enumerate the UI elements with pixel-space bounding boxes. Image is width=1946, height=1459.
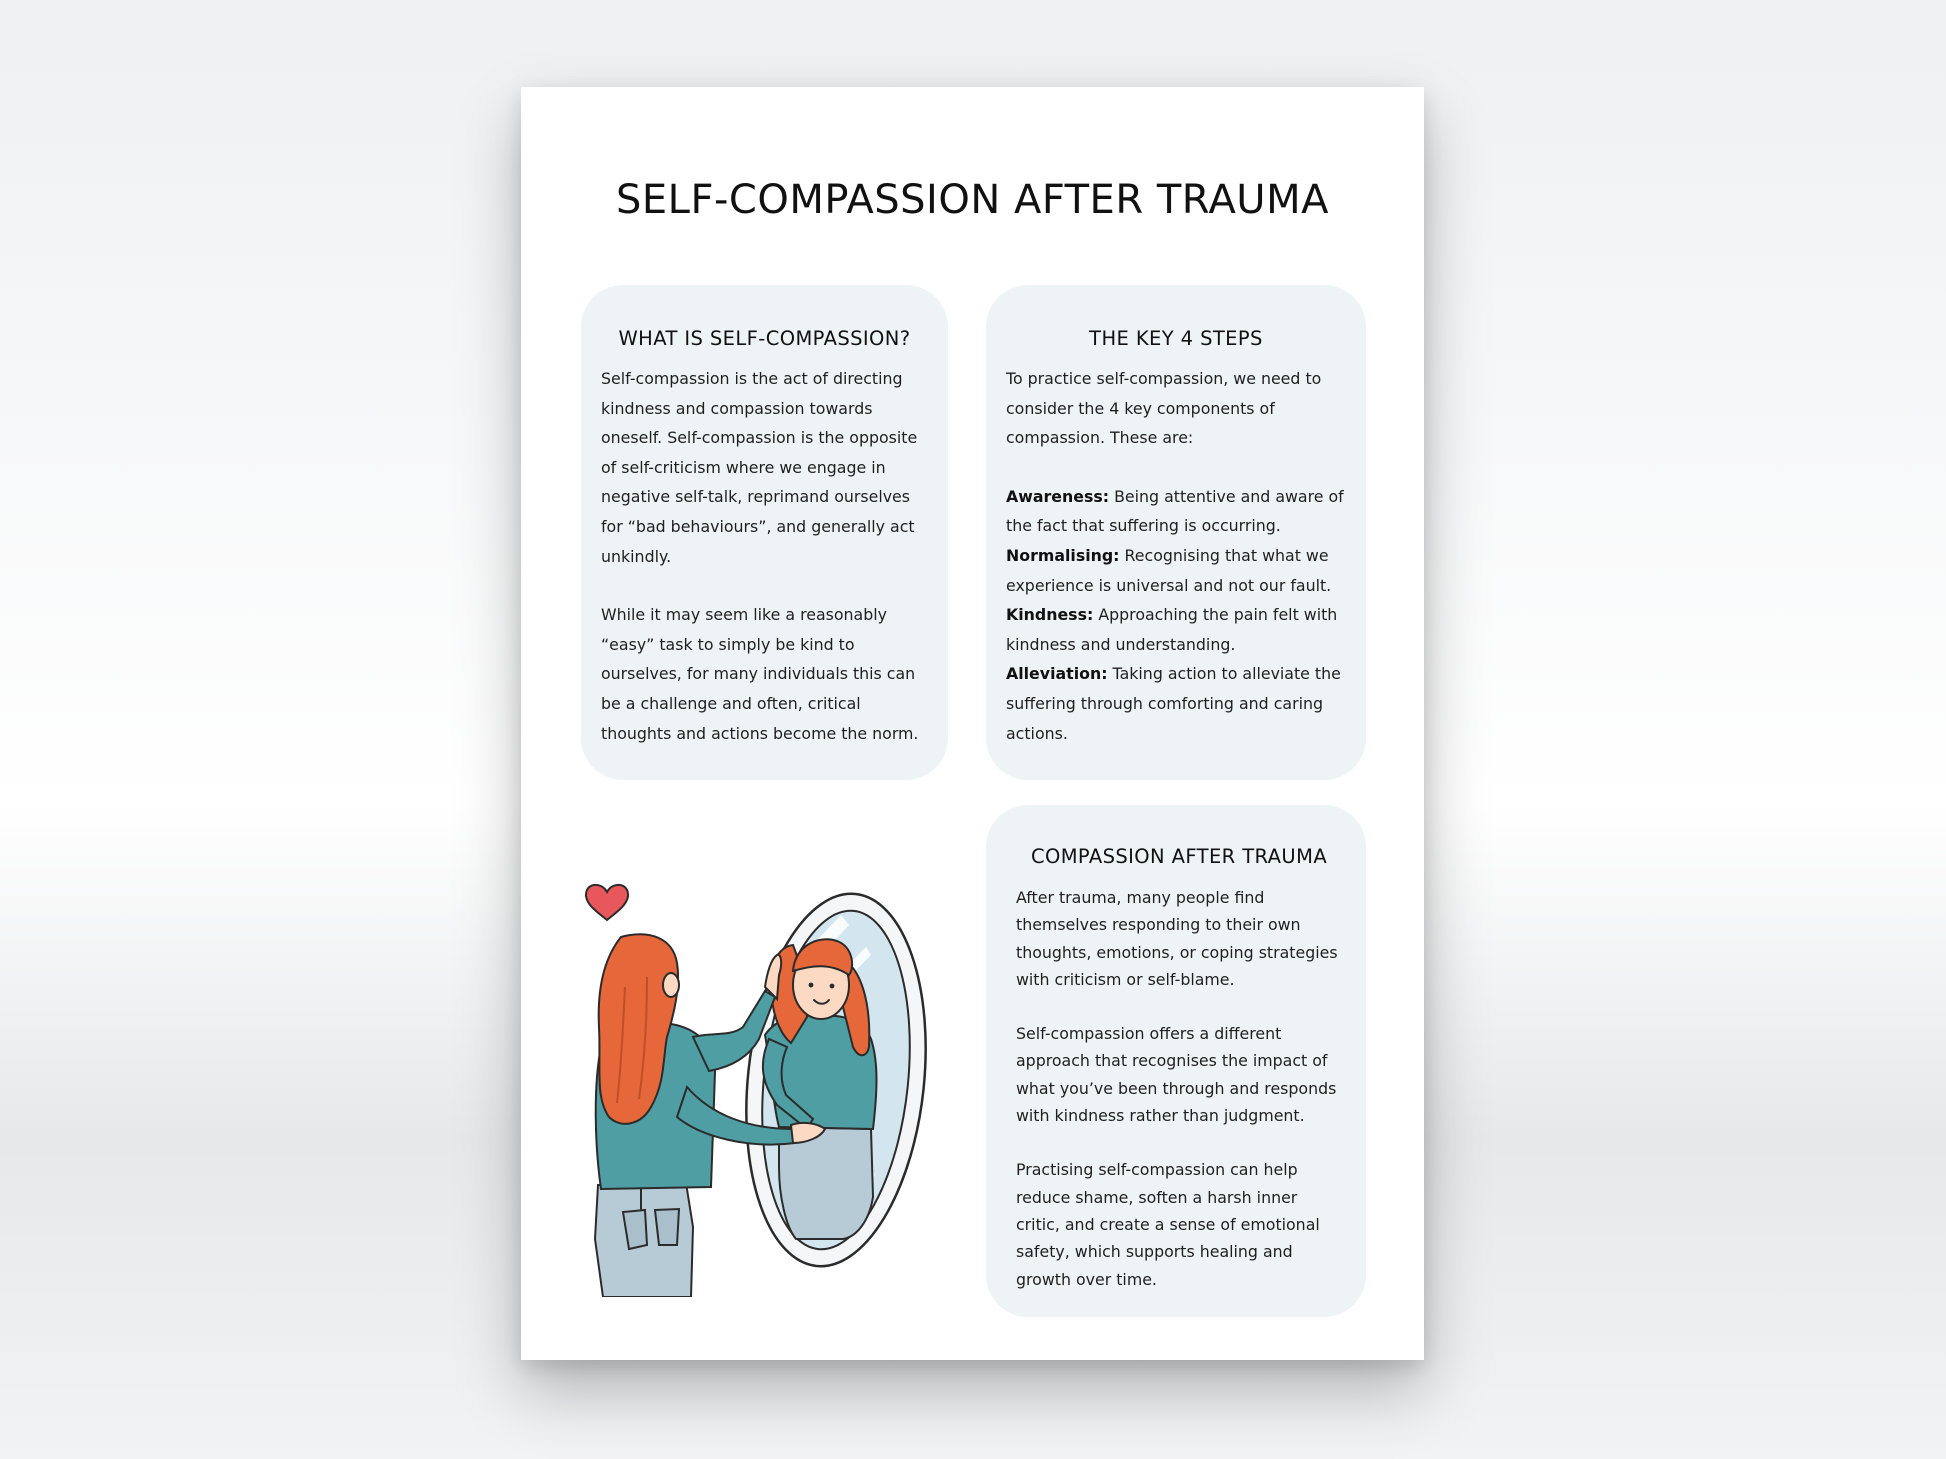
card-paragraph: Self-compassion is the act of directing kindness and compassion towards oneself. Self-compassion is the opposite of self-criticism where we engage in negative self-talk, reprimand ourselves for “bad behaviours”, and generally act unkindly. [601,369,918,566]
mirror-reflection [763,939,877,1239]
compassion-after-trauma-card [986,805,1366,1317]
worksheet-page [521,87,1424,1360]
card-paragraph: After trauma, many people find themselves responding to their own thoughts, emotions, or coping strategies with criticism or self-blame. [1016,888,1338,989]
card-paragraph: While it may seem like a reasonably “easy” task to simply be kind to ourselves, for many individuals this can be a challenge and often, critical thoughts and actions become the norm. [601,605,919,743]
woman-at-mirror-illustration [581,867,981,1297]
card-paragraph: To practice self-compassion, we need to consider the 4 key components of compassion. These are: [1006,369,1322,448]
page-title: SELF-COMPASSION AFTER TRAUMA [616,177,1329,223]
what-is-self-compassion-card [581,285,948,780]
step-alleviation: Alleviation: Taking action to alleviate the suffering through comforting and caring actions. [1006,664,1341,743]
card-paragraph: Self-compassion offers a different approach that recognises the impact of what you’ve been through and responds with kindness rather than judgment. [1016,1024,1337,1126]
card-heading: THE KEY 4 STEPS [1089,327,1263,350]
step-awareness: Awareness: Being attentive and aware of the fact that suffering is occurring. [1006,486,1344,536]
card-paragraph: Practising self-compassion can help reduce shame, soften a harsh inner critic, and create a sense of emotional safety, which supports healing and growth over time. [1016,1160,1320,1289]
heart-icon [586,885,628,920]
key-steps-card [986,285,1366,780]
step-normalising: Normalising: Recognising that what we experience is universal and not our fault. [1006,545,1332,595]
step-kindness: Kindness: Approaching the pain felt with kindness and understanding. [1006,605,1338,654]
card-heading: WHAT IS SELF-COMPASSION? [618,327,911,350]
card-heading: COMPASSION AFTER TRAUMA [1030,845,1328,868]
